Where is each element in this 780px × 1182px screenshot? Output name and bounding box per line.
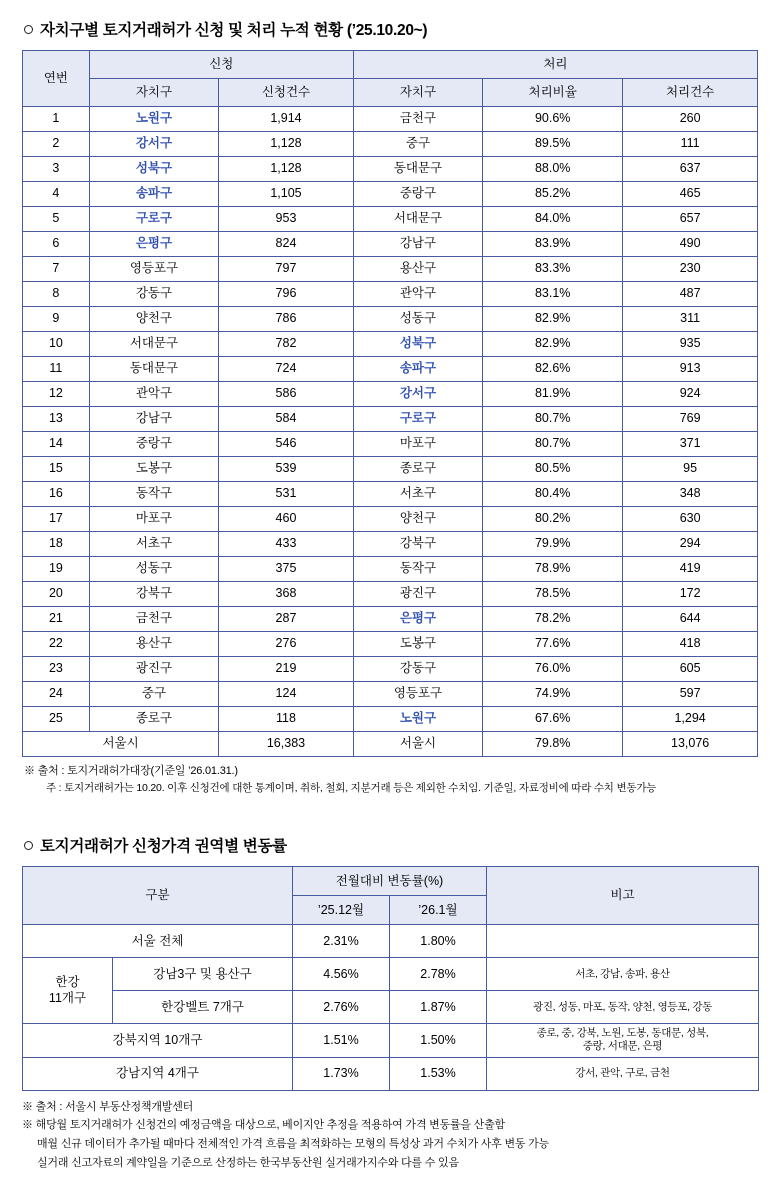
cell-apply-gu: 용산구 [89,632,218,657]
gangnam-m2: 1.53% [390,1057,487,1090]
cell-seq: 19 [23,557,90,582]
cell-process-rate: 74.9% [483,682,623,707]
price-header-row-1 [23,867,759,896]
label-seoul-total: 서울 전체 [23,925,293,958]
cell-apply-count: 546 [219,432,354,457]
cell-apply-gu: 서초구 [89,532,218,557]
table-head [23,51,758,107]
footnote-method-2: 매월 신규 데이터가 추가될 때마다 전체적인 가격 흐름을 최적화하는 모형의 특성상 과거 수치가 사후 변동 가능 [37,1137,550,1150]
cell-process-rate: 83.3% [483,257,623,282]
circle-bullet-icon-2 [24,841,33,850]
cell-apply-gu: 관악구 [89,382,218,407]
table-row [23,457,758,482]
cell-process-gu: 용산구 [353,257,482,282]
price-row-hangangbelt [23,991,759,1024]
cell-process-rate: 78.2% [483,607,623,632]
table-row [23,307,758,332]
cell-apply-count: 276 [219,632,354,657]
cell-process-count: 644 [623,607,758,632]
price-row-gangnam3 [23,958,759,991]
cell-seq: 20 [23,582,90,607]
cell-process-count: 111 [623,132,758,157]
table-row [23,232,758,257]
price-table-head [23,867,759,925]
section1-source-note: ※ 출처 : 토지거래허가대장(기준일 ’26.01.31.) [24,765,238,777]
cell-process-gu: 송파구 [353,357,482,382]
circle-bullet-icon [24,25,33,34]
cell-apply-gu: 도봉구 [89,457,218,482]
table-row [23,632,758,657]
cell-process-gu: 강북구 [353,532,482,557]
cell-process-count: 230 [623,257,758,282]
cell-process-count: 172 [623,582,758,607]
table-foot [23,732,758,757]
table-row [23,507,758,532]
cell-apply-count: 586 [219,382,354,407]
table-row [23,482,758,507]
cell-seq: 21 [23,607,90,632]
footnote-method: ※ 해당월 토지거래허가 신청건의 예정금액을 대상으로, 베이지안 추정을 적용하여 가격 변동률을 산출함 [22,1119,505,1132]
cell-process-rate: 80.4% [483,482,623,507]
cell-process-gu: 강남구 [353,232,482,257]
cell-process-count: 260 [623,107,758,132]
total-process-rate: 79.8% [483,732,623,757]
table-row [23,657,758,682]
cell-seq: 4 [23,182,90,207]
gangbuk-remark-line2: 중랑, 서대문, 은평 [582,1040,663,1053]
cell-process-rate: 67.6% [483,707,623,732]
cell-apply-gu: 광진구 [89,657,218,682]
cell-process-gu: 은평구 [353,607,482,632]
cell-process-count: 418 [623,632,758,657]
cell-apply-count: 797 [219,257,354,282]
table-row [23,382,758,407]
cell-seq: 1 [23,107,90,132]
cell-apply-gu: 동대문구 [89,357,218,382]
cell-process-rate: 78.9% [483,557,623,582]
cell-apply-count: 1,105 [219,182,354,207]
table-header-row-2 [23,79,758,107]
cell-process-rate: 82.9% [483,307,623,332]
cell-process-gu: 중랑구 [353,182,482,207]
cell-process-count: 419 [623,557,758,582]
cell-apply-gu: 마포구 [89,507,218,532]
cell-process-rate: 88.0% [483,157,623,182]
cell-seq: 14 [23,432,90,457]
cell-process-gu: 종로구 [353,457,482,482]
cell-process-count: 935 [623,332,758,357]
cell-process-rate: 81.9% [483,382,623,407]
cell-apply-count: 287 [219,607,354,632]
cell-apply-gu: 은평구 [89,232,218,257]
col-process-rate: 처리비율 [483,79,623,107]
cell-process-gu: 영등포구 [353,682,482,707]
cell-apply-gu: 중구 [89,682,218,707]
cell-seq: 12 [23,382,90,407]
footnote-method-3: 실거래 신고자료의 계약일을 기준으로 산정하는 한국부동산원 실거래가지수와 다를 수 있음 [37,1156,459,1169]
cell-apply-gu: 양천구 [89,307,218,332]
section1-title-text: 자치구별 토지거래허가 신청 및 처리 누적 현황 (’25.10.20~) [40,22,428,39]
cell-process-rate: 83.9% [483,232,623,257]
section1-notes [22,763,758,796]
cell-apply-gu: 강남구 [89,407,218,432]
cell-apply-gu: 송파구 [89,182,218,207]
col-seq: 연번 [23,51,90,107]
cell-apply-count: 219 [219,657,354,682]
total-apply-count: 16,383 [219,732,354,757]
cell-process-count: 95 [623,457,758,482]
cell-process-count: 637 [623,157,758,182]
table-header-row-1 [23,51,758,79]
total-row [23,732,758,757]
cell-seq: 3 [23,157,90,182]
cell-apply-count: 796 [219,282,354,307]
label-hangangbelt: 한강벨트 7개구 [113,991,293,1024]
col-apply-count: 신청건수 [219,79,354,107]
table-row [23,532,758,557]
seoul-m1: 2.31% [293,925,390,958]
gangbuk-remark [487,1024,759,1057]
col-change-group: 전월대비 변동률(%) [293,867,487,896]
cell-process-rate: 82.9% [483,332,623,357]
cell-apply-gu: 성북구 [89,157,218,182]
cell-seq: 15 [23,457,90,482]
cell-process-rate: 80.2% [483,507,623,532]
table-row [23,332,758,357]
col-month2: ’26.1월 [390,896,487,925]
cell-apply-count: 118 [219,707,354,732]
table-body [23,107,758,732]
cell-apply-count: 368 [219,582,354,607]
hangangbelt-m1: 2.76% [293,991,390,1024]
cell-process-rate: 82.6% [483,357,623,382]
label-hangang-group [23,958,113,1024]
cell-apply-count: 782 [219,332,354,357]
gangnam3-m1: 4.56% [293,958,390,991]
cell-apply-count: 124 [219,682,354,707]
label-gangnam3: 강남3구 및 용산구 [113,958,293,991]
col-process-count: 처리건수 [623,79,758,107]
cell-process-rate: 76.0% [483,657,623,682]
table-row [23,132,758,157]
price-table-body [23,925,759,1090]
cell-apply-count: 531 [219,482,354,507]
section1-title [24,18,758,40]
price-row-gangbuk [23,1024,759,1057]
table-row [23,107,758,132]
table-row [23,357,758,382]
cell-seq: 22 [23,632,90,657]
cell-seq: 5 [23,207,90,232]
cell-apply-gu: 구로구 [89,207,218,232]
cell-process-rate: 80.7% [483,432,623,457]
cell-apply-count: 724 [219,357,354,382]
cell-apply-gu: 영등포구 [89,257,218,282]
cell-process-count: 487 [623,282,758,307]
cell-process-count: 311 [623,307,758,332]
total-process-count: 13,076 [623,732,758,757]
cell-process-gu: 광진구 [353,582,482,607]
cell-seq: 23 [23,657,90,682]
cell-process-gu: 마포구 [353,432,482,457]
cell-process-gu: 서초구 [353,482,482,507]
cell-process-count: 924 [623,382,758,407]
table-row [23,257,758,282]
cell-process-count: 1,294 [623,707,758,732]
footnote-source: ※ 출처 : 서울시 부동산정책개발센터 [22,1100,194,1113]
cell-seq: 2 [23,132,90,157]
cell-process-rate: 84.0% [483,207,623,232]
section2-title-text: 토지거래허가 신청가격 권역별 변동률 [40,838,287,856]
cell-process-gu: 관악구 [353,282,482,307]
gangnam3-m2: 2.78% [390,958,487,991]
cell-seq: 17 [23,507,90,532]
table-row [23,682,758,707]
cell-process-count: 348 [623,482,758,507]
cell-apply-count: 1,128 [219,157,354,182]
col-group-process: 처리 [353,51,757,79]
table-row [23,432,758,457]
cell-seq: 25 [23,707,90,732]
cell-apply-gu: 서대문구 [89,332,218,357]
cell-apply-gu: 중랑구 [89,432,218,457]
cell-process-count: 630 [623,507,758,532]
section2-title [24,834,758,856]
cell-process-gu: 노원구 [353,707,482,732]
price-change-table [22,866,759,1090]
cell-seq: 16 [23,482,90,507]
cell-apply-count: 1,914 [219,107,354,132]
gangnam3-remark: 서초, 강남, 송파, 용산 [487,958,759,991]
col-month1: ’25.12월 [293,896,390,925]
cell-process-count: 294 [623,532,758,557]
cell-process-rate: 83.1% [483,282,623,307]
cell-process-gu: 서대문구 [353,207,482,232]
cell-apply-count: 786 [219,307,354,332]
col-apply-gu: 자치구 [89,79,218,107]
col-group-apply: 신청 [89,51,353,79]
cell-apply-count: 1,128 [219,132,354,157]
price-row-gangnam [23,1057,759,1090]
cell-process-count: 371 [623,432,758,457]
cell-seq: 18 [23,532,90,557]
hangangbelt-remark: 광진, 성동, 마포, 동작, 양천, 영등포, 강동 [487,991,759,1024]
table-row [23,557,758,582]
hangangbelt-m2: 1.87% [390,991,487,1024]
cell-process-rate: 80.5% [483,457,623,482]
cell-apply-count: 460 [219,507,354,532]
cell-apply-gu: 금천구 [89,607,218,632]
section-spacer [22,796,758,830]
cell-apply-count: 433 [219,532,354,557]
cell-apply-gu: 노원구 [89,107,218,132]
cell-seq: 11 [23,357,90,382]
cell-process-count: 913 [623,357,758,382]
table-row [23,707,758,732]
table-row [23,157,758,182]
cell-process-count: 657 [623,207,758,232]
cell-process-rate: 77.6% [483,632,623,657]
gangnam-m1: 1.73% [293,1057,390,1090]
table-row [23,182,758,207]
cell-process-gu: 금천구 [353,107,482,132]
total-process-label: 서울시 [353,732,482,757]
gangnam-remark: 강서, 관악, 구로, 금천 [487,1057,759,1090]
cell-apply-count: 953 [219,207,354,232]
cell-process-gu: 강동구 [353,657,482,682]
cell-seq: 7 [23,257,90,282]
gangbuk-m1: 1.51% [293,1024,390,1057]
cell-process-gu: 동대문구 [353,157,482,182]
label-gangnam: 강남지역 4개구 [23,1057,293,1090]
cell-seq: 24 [23,682,90,707]
section1-detail-note: 주 : 토지거래허가는 10.20. 이후 신청건에 대한 통계이며, 취하, 철회, 지분거래 등은 제외한 수치임. 기준일, 자료정비에 따라 수치 변동가능 [46,782,657,795]
cell-process-rate: 79.9% [483,532,623,557]
cell-apply-count: 375 [219,557,354,582]
cell-apply-count: 824 [219,232,354,257]
table-row [23,207,758,232]
cell-apply-gu: 종로구 [89,707,218,732]
cell-apply-gu: 성동구 [89,557,218,582]
table-row [23,407,758,432]
cell-process-gu: 강서구 [353,382,482,407]
cell-apply-gu: 강동구 [89,282,218,307]
label-gangbuk: 강북지역 10개구 [23,1024,293,1057]
hangang-line1: 한강 [55,975,80,990]
table-row [23,282,758,307]
cell-process-rate: 90.6% [483,107,623,132]
col-process-gu: 자치구 [353,79,482,107]
table-row [23,607,758,632]
price-row-seoul [23,925,759,958]
cell-process-gu: 성북구 [353,332,482,357]
hangang-line2: 11개구 [48,990,87,1005]
cell-process-gu: 동작구 [353,557,482,582]
cell-process-count: 465 [623,182,758,207]
cell-apply-gu: 동작구 [89,482,218,507]
seoul-remark [487,925,759,958]
district-application-table [22,50,758,757]
cell-process-rate: 80.7% [483,407,623,432]
cell-apply-count: 539 [219,457,354,482]
cell-seq: 10 [23,332,90,357]
cell-apply-count: 584 [219,407,354,432]
cell-process-gu: 구로구 [353,407,482,432]
cell-process-count: 490 [623,232,758,257]
section2-footnotes [22,1098,758,1173]
seoul-m2: 1.80% [390,925,487,958]
cell-process-count: 605 [623,657,758,682]
cell-seq: 6 [23,232,90,257]
cell-process-gu: 중구 [353,132,482,157]
cell-process-count: 597 [623,682,758,707]
cell-seq: 9 [23,307,90,332]
cell-process-gu: 성동구 [353,307,482,332]
cell-process-count: 769 [623,407,758,432]
cell-process-rate: 89.5% [483,132,623,157]
cell-apply-gu: 강북구 [89,582,218,607]
col-remark: 비고 [487,867,759,925]
gangbuk-m2: 1.50% [390,1024,487,1057]
cell-process-rate: 78.5% [483,582,623,607]
cell-apply-gu: 강서구 [89,132,218,157]
col-category: 구분 [23,867,293,925]
cell-process-gu: 양천구 [353,507,482,532]
cell-process-rate: 85.2% [483,182,623,207]
table-row [23,582,758,607]
gangbuk-remark-line1: 종로, 중, 강북, 노원, 도봉, 동대문, 성북, [536,1027,709,1040]
total-apply-label: 서울시 [23,732,219,757]
cell-process-gu: 도봉구 [353,632,482,657]
cell-seq: 13 [23,407,90,432]
cell-seq: 8 [23,282,90,307]
